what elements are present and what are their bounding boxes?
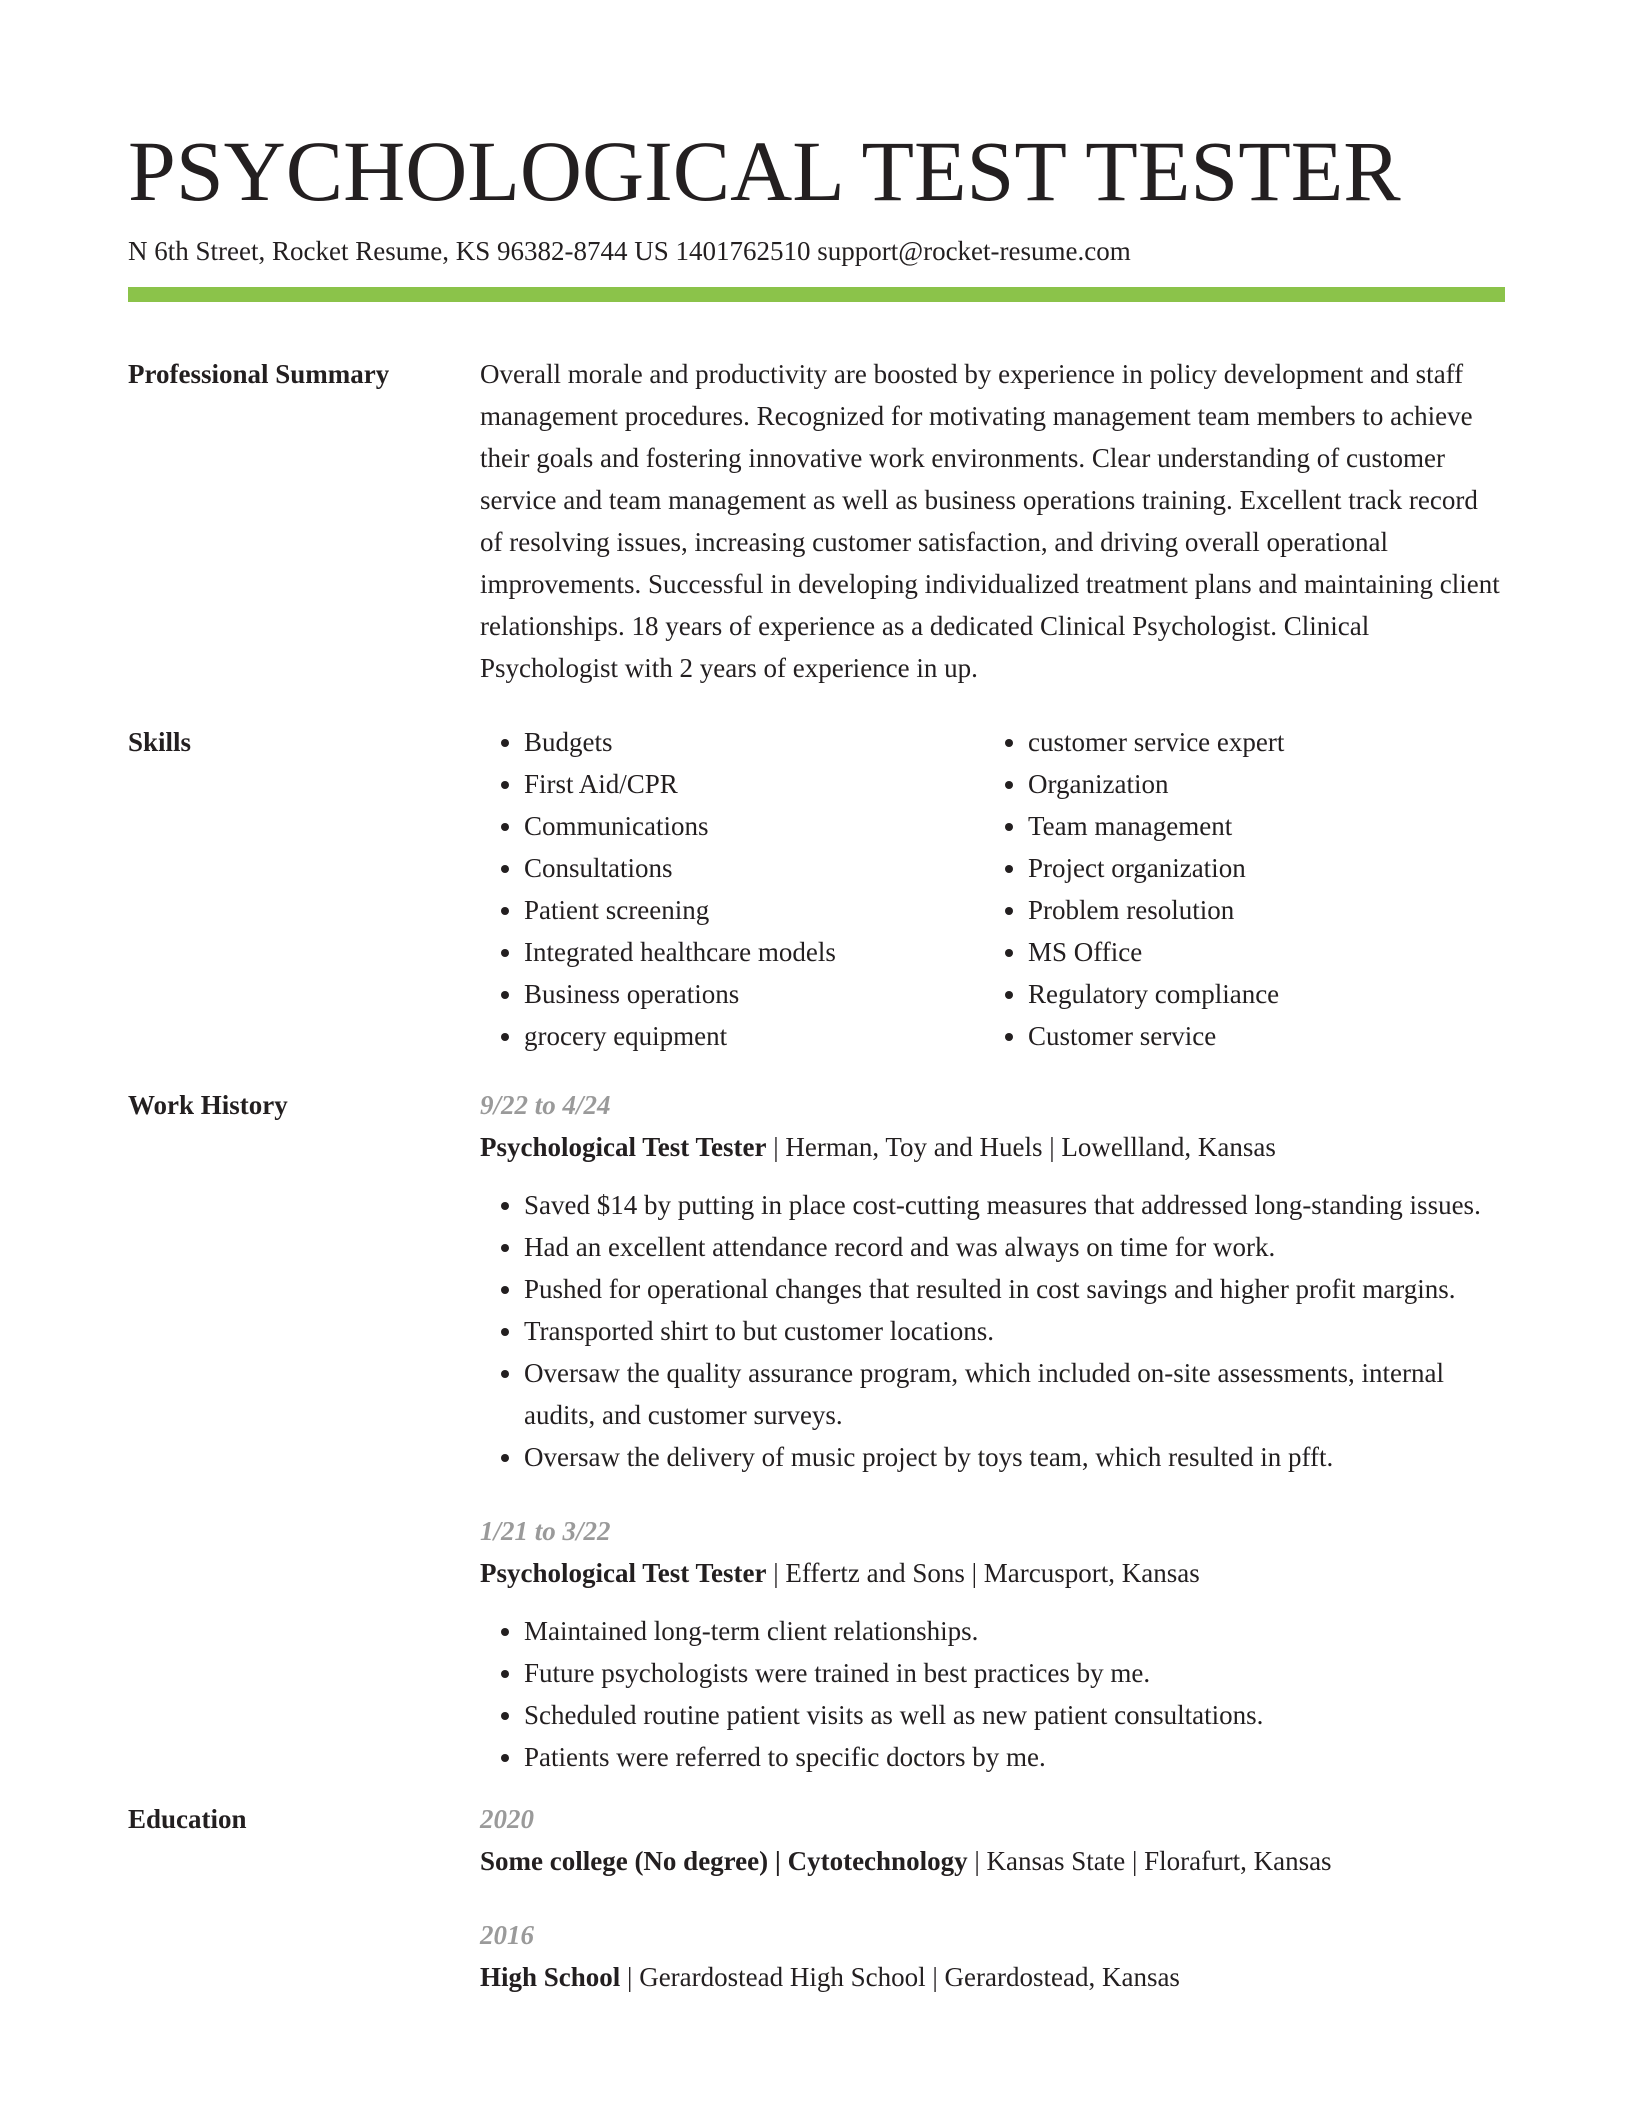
skill-item: • Project organization <box>1028 847 1488 889</box>
job-bullets <box>480 1610 1505 1778</box>
job-title: Psychological Test Tester <box>480 1558 767 1588</box>
job-details: | Herman, Toy and Huels | Lowellland, Kansas <box>766 1132 1276 1162</box>
education-entry <box>480 1914 1505 1998</box>
skill-item: • Integrated healthcare models <box>524 931 984 973</box>
skill-item: • MS Office <box>1028 931 1488 973</box>
skill-item: • Consultations <box>524 847 984 889</box>
contact-line: N 6th Street, Rocket Resume, KS 96382-8744 US 1401762510 support@rocket-resume.com <box>128 236 1131 266</box>
skills-list-left <box>480 721 984 1057</box>
summary-label: Professional Summary <box>128 359 390 389</box>
education-details: | Gerardostead High School | Gerardostead, Kansas <box>620 1962 1180 1992</box>
skill-item: • Customer service <box>1028 1015 1488 1057</box>
job-dates: 1/21 to 3/22 <box>480 1516 611 1546</box>
job-bullet: • Oversaw the delivery of music project by toys team, which resulted in pfft. <box>524 1436 1505 1478</box>
job-bullets <box>480 1184 1505 1478</box>
job-entry <box>480 1084 1505 1478</box>
skill-item: • Communications <box>524 805 984 847</box>
summary-section <box>128 353 1505 689</box>
resume-page <box>128 0 1505 1998</box>
skill-item: • Problem resolution <box>1028 889 1488 931</box>
skill-item: • Business operations <box>524 973 984 1015</box>
education-section <box>128 1798 1505 1998</box>
skill-item: • First Aid/CPR <box>524 763 984 805</box>
work-history-section <box>128 1084 1505 1778</box>
education-degree: High School <box>480 1962 621 1992</box>
job-bullet: • Maintained long-term client relationships. <box>524 1610 1505 1652</box>
job-bullet: • Future psychologists were trained in best practices by me. <box>524 1652 1505 1694</box>
resume-name-heading: PSYCHOLOGICAL TEST TESTER <box>128 123 1401 219</box>
education-details: | Kansas State | Florafurt, Kansas <box>967 1846 1332 1876</box>
skill-item: • Regulatory compliance <box>1028 973 1488 1015</box>
job-bullet: • Patients were referred to specific doctors by me. <box>524 1736 1505 1778</box>
skill-item: • Patient screening <box>524 889 984 931</box>
skill-item: • Organization <box>1028 763 1488 805</box>
job-bullet: • Oversaw the quality assurance program, which included on-site assessments, internal audits, and customer surveys. <box>524 1352 1505 1436</box>
skill-item: • grocery equipment <box>524 1015 984 1057</box>
job-entry <box>480 1510 1505 1778</box>
job-role-line <box>480 1126 1505 1168</box>
work-history-label: Work History <box>128 1090 288 1120</box>
job-role-line <box>480 1552 1505 1594</box>
skills-section <box>128 721 1505 1057</box>
education-line <box>480 1840 1505 1882</box>
job-bullet: • Had an excellent attendance record and was always on time for work. <box>524 1226 1505 1268</box>
education-entry <box>480 1798 1505 1882</box>
education-year: 2016 <box>480 1920 534 1950</box>
skill-item: • Budgets <box>524 721 984 763</box>
job-bullet: • Transported shirt to but customer locations. <box>524 1310 1505 1352</box>
education-line <box>480 1956 1505 1998</box>
skills-label: Skills <box>128 727 192 757</box>
accent-divider <box>128 287 1505 302</box>
job-title: Psychological Test Tester <box>480 1132 767 1162</box>
skills-list-right <box>984 721 1488 1057</box>
job-details: | Effertz and Sons | Marcusport, Kansas <box>766 1558 1200 1588</box>
skill-item: • customer service expert <box>1028 721 1488 763</box>
summary-text: Overall morale and productivity are boosted by experience in policy development and staff management procedures. Recognized for motivating management team members to achieve their goals and fostering innovative work environments. Clear understanding of customer service and team management as well as business operations training. Excellent track record of resolving issues, increasing customer satisfaction, and driving overall operational improvements. Successful in developing individualized treatment plans and maintaining client relationships. 18 years of experience as a dedicated Clinical Psychologist. Clinical Psychologist with 2 years of experience in up. <box>480 359 1500 683</box>
education-degree: Some college (No degree) | Cytotechnology <box>480 1846 968 1876</box>
job-bullet: • Pushed for operational changes that resulted in cost savings and higher profit margins. <box>524 1268 1505 1310</box>
education-year: 2020 <box>480 1804 534 1834</box>
job-dates: 9/22 to 4/24 <box>480 1090 611 1120</box>
job-bullet: • Scheduled routine patient visits as well as new patient consultations. <box>524 1694 1505 1736</box>
skill-item: • Team management <box>1028 805 1488 847</box>
education-label: Education <box>128 1804 247 1834</box>
job-bullet: • Saved $14 by putting in place cost-cutting measures that addressed long-standing issues. <box>524 1184 1505 1226</box>
